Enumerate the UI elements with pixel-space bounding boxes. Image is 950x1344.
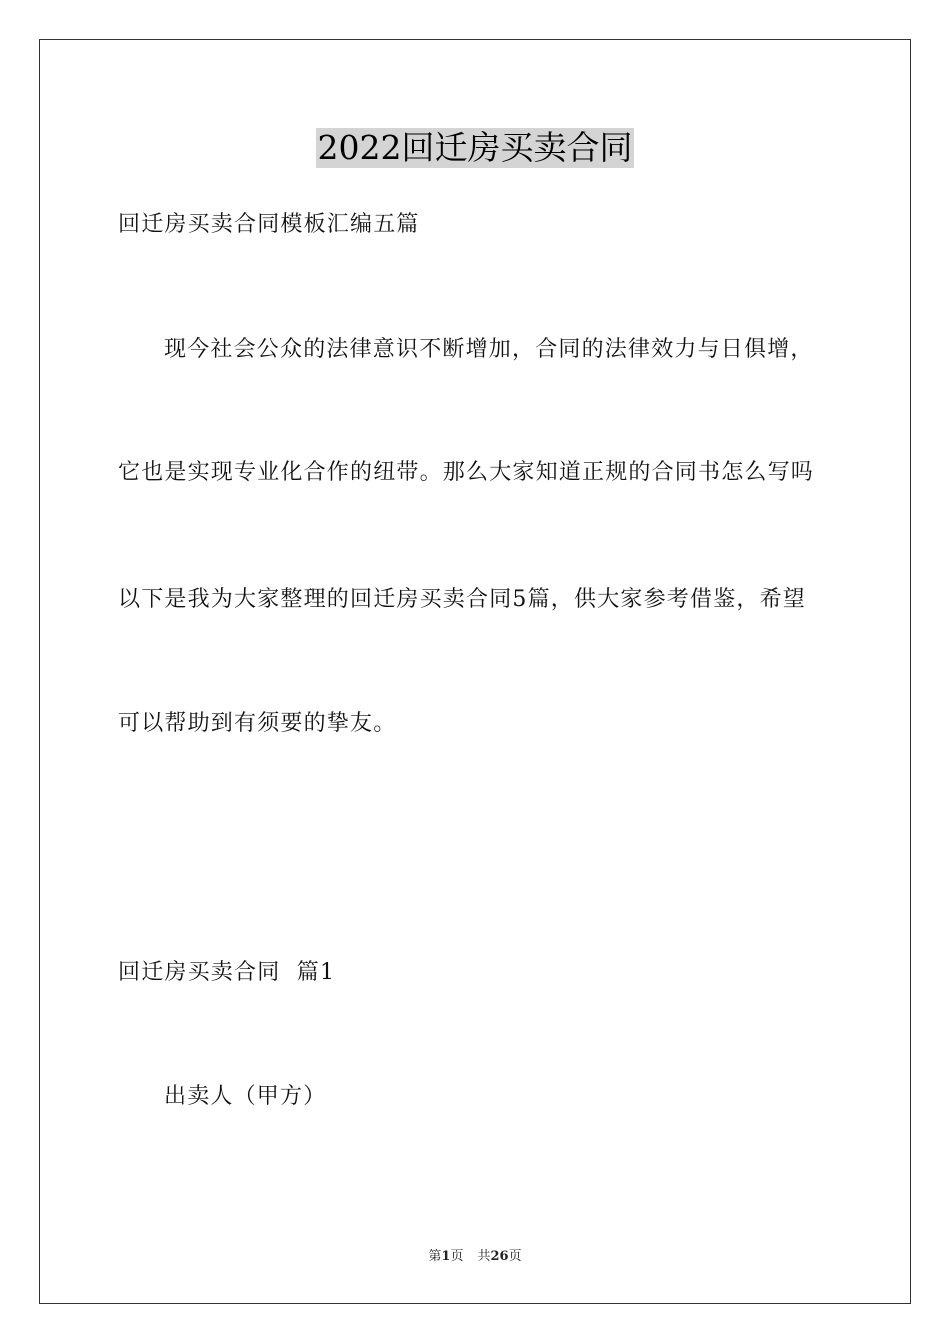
footer-total-suffix: 页 <box>508 1249 522 1264</box>
document-title: 2022回迁房买卖合同 <box>317 128 633 167</box>
footer-page-prefix: 第 <box>428 1249 442 1264</box>
title-container <box>0 128 950 168</box>
section-heading: 回迁房买卖合同 篇1 <box>118 960 336 985</box>
footer-page-number: 1 <box>441 1249 451 1264</box>
footer-page-suffix: 页 <box>450 1249 464 1264</box>
seller-line: 出卖人（甲方） <box>164 1084 327 1109</box>
intro-line-4: 可以帮助到有须要的挚友。 <box>118 711 397 736</box>
intro-line-1: 现今社会公众的法律意识不断增加，合同的法律效力与日俱增， <box>164 337 814 362</box>
intro-line-3: 以下是我为大家整理的回迁房买卖合同5篇，供大家参考借鉴，希望 <box>118 587 806 612</box>
intro-line-2: 它也是实现专业化合作的纽带。那么大家知道正规的合同书怎么写吗 <box>118 460 815 485</box>
footer-total-pages: 26 <box>490 1249 509 1264</box>
footer-total-prefix: 共 <box>477 1249 491 1264</box>
page-footer <box>0 1248 950 1266</box>
document-subtitle: 回迁房买卖合同模板汇编五篇 <box>118 212 420 237</box>
